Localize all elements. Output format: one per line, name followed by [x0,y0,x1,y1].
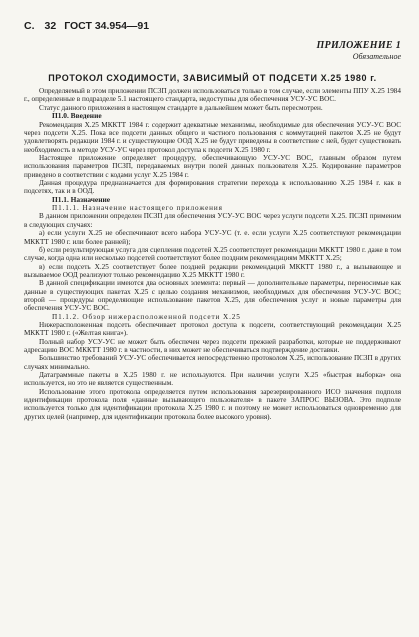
list-item: б) если результирующая услуга для сцепления подсетей Х.25 соответствует рекомендации МККТТ 1980 г. даже в том случае, когда одна или несколько подсетей соответствуют более поздним рекомендациям МККТТ Х.25; [24,245,401,263]
section-heading: П1.0. Введение [52,111,102,121]
paragraph: Нижерасположенная подсеть обеспечивает протокол доступа к подсети, соответствующий рекомендации Х.25 МККТТ 1980 г. («Желтая книга»). [24,320,401,338]
subsection-heading: П1.1.2. Обзор нижерасположенной подсети Х.25 [52,312,241,321]
paragraph: В данной спецификации имеются два основных элемента: первый — дополнительные параметры, переносимые как данные в существующих пакетах Х.25 с целью создания механизмов, необходимых для обеспечения УСУ-УС ВОС; второй — процедуры определяющие использование пакетов Х.25, для обеспечения услуг и новые параметры для обеспечения УСУ-УС ВОС. [24,279,401,313]
page-number: 32 [44,20,57,32]
paragraph: Данная процедура предназначается для формирования стратегии перехода к использованию Х.25 1984 г. как в подсетях, так и в ООД. [24,178,401,196]
standard-code: ГОСТ 34.954—91 [64,20,150,32]
paragraph: Использование этого протокола определяется путем использования зарезервированного ИСО значения подполя идентификации протокола поля «данные вызывающего пользователя» в пакете ЗАПРОС ВЫЗОВА. Это подполе используется только для идентификации протокола Х.25 1980 г. и поэтому не может использоваться одновременно для других целей (например, для идентификации протокола более высокого уровня). [24,387,401,421]
paragraph: Настоящее приложение определяет процедуру, обеспечивающую УСУ-УС ВОС, главным образом путем использования параметров ПСЗП, передаваемых внутри полей данных пользователя Х.25. Кодирование параметров приведено в соответствии с кодами услуг Х.25 1984 г. [24,153,401,179]
paragraph: Определяемый в этом приложении ПСЗП должен использоваться только в том случае, если элементы ППУ Х.25 1984 г., определенные в подразделе 5.1 настоящего стандарта, недоступны для обеспечения УСУ-УС ВОС. [24,87,401,104]
subsection-heading: П1.1.1. Назначение настоящего приложения [52,204,223,213]
paragraph: Большинство требований УСУ-УС обеспечивается непосредственно протоколом Х.25, использование ПСЗП в других случаях минимально. [24,354,401,371]
paragraph: Рекомендация Х.25 МККТТ 1984 г. содержит адекватные механизмы, необходимые для обеспечения УСУ-УС ВОС через подсети Х.25. Пока все подсети данных общего и частного пользования с коммутацией пакетов Х.25 не будут удовлетворять редакции 1984 г. и существующие ООД Х.25 не будут приведены в соответствие с ней, будет существовать необходимость в методе УСУ-УС через протокол доступа к подсети Х.25 1980 г. [24,120,401,154]
document-title: ПРОТОКОЛ СХОДИМОСТИ, ЗАВИСИМЫЙ ОТ ПОДСЕТИ Х.25 1980 г. [48,73,377,83]
list-item: а) если услуги Х.25 не обеспечивают всего набора УСУ-УС (т. е. если услуги Х.25 соответствуют рекомендации МККТТ 1980 г. или более ранней); [24,229,401,246]
paragraph: Полный набор УСУ-УС не может быть обеспечен через подсети прежней разработки, которые не поддерживают адресацию ВОС МККТТ 1980 г. в частности, в них может не обеспечиваться подтверждение доставки. [24,337,401,354]
section-heading: П1.1. Назначение [52,194,110,204]
paragraph: В данном приложении определен ПСЗП для обеспечения УСУ-УС ВОС через услуги подсети Х.25. ПСЗП применим в следующих случаях: [24,212,401,229]
paragraph: Статус данного приложения в настоящем стандарте в дальнейшем может быть пересмотрен. [39,103,323,112]
appendix-status: Обязательное [352,52,401,61]
paragraph: Датаграммные пакеты в Х.25 1980 г. не используются. При наличии услуги Х.25 «быстрая выборка» она используется, но это не является существенным. [24,371,401,388]
page-letter: С. [24,20,35,32]
list-item: в) если подсеть Х.25 соответствует более поздней редакции рекомендаций МККТТ 1980 г., а вызывающее и вызываемое ООД реализуют только рекомендацию Х.25 МККТТ 1980 г. [24,262,401,279]
page-header [24,20,401,32]
appendix-title: ПРИЛОЖЕНИЕ 1 [316,40,401,51]
